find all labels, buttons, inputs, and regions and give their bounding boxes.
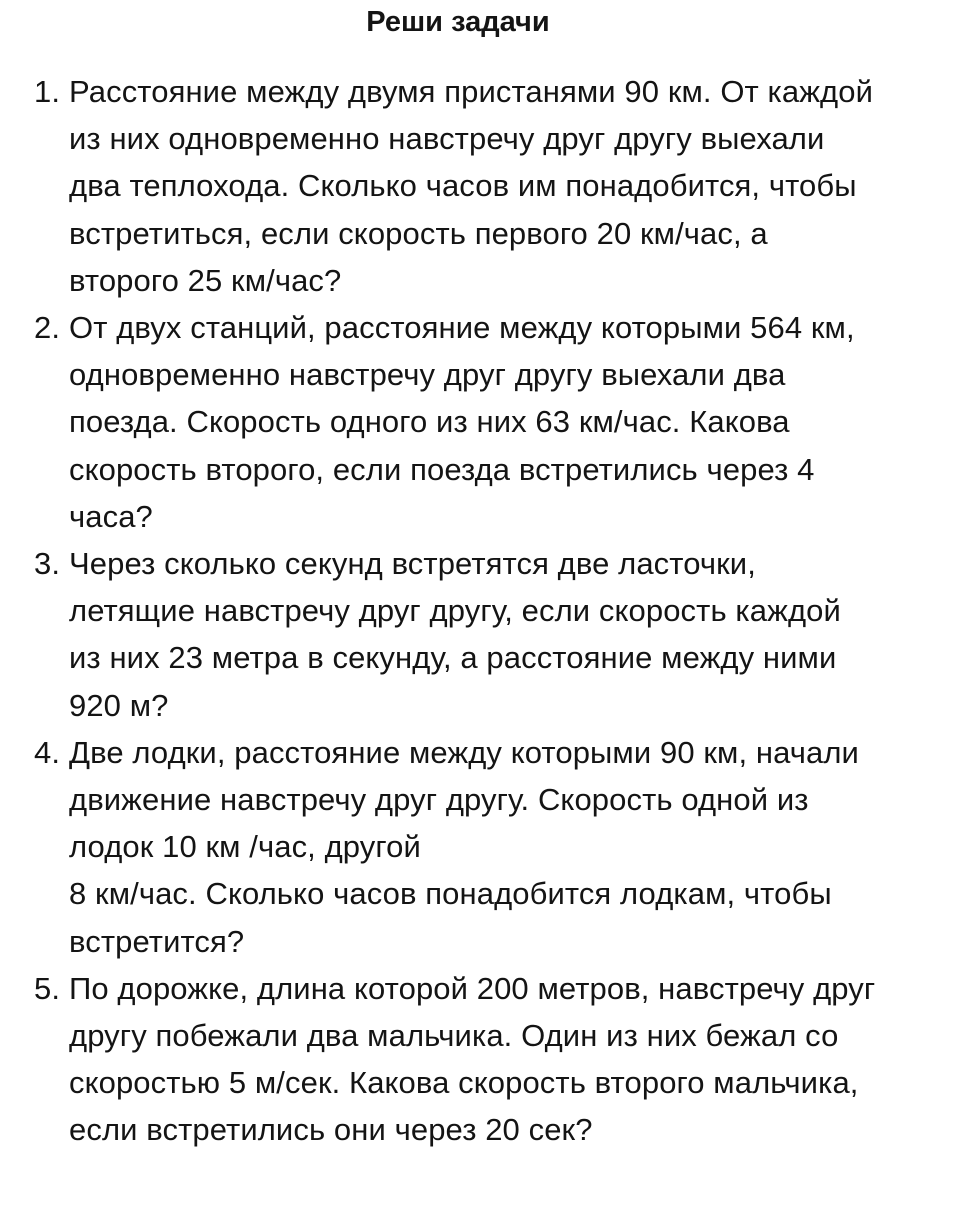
task-text-line: из них 23 метра в секунду, а расстояние между ними (69, 640, 837, 676)
task-number: 3. (34, 546, 61, 582)
task-number: 2. (34, 310, 61, 346)
task-item-5 (34, 965, 924, 1154)
task-text-line: второго 25 км/час? (69, 262, 342, 298)
task-text-line: одновременно навстречу друг другу выехали два (69, 357, 786, 393)
task-item-4 (34, 729, 924, 965)
task-text-line: 8 км/час. Сколько часов понадобится лодкам, чтобы (69, 876, 832, 912)
task-text-line: Через сколько секунд встретятся две ласточки, (69, 546, 756, 582)
task-text-line: встретиться, если скорость первого 20 км/час, а (69, 215, 768, 251)
task-text-line: скорость второго, если поезда встретились через 4 (69, 451, 815, 487)
task-text-line: два теплохода. Сколько часов им понадобится, чтобы (69, 168, 857, 204)
task-text-line: По дорожке, длина которой 200 метров, навстречу друг (69, 970, 876, 1006)
task-text-line: Две лодки, расстояние между которыми 90 км, начали (69, 734, 859, 770)
task-text-line: если встретились они через 20 сек? (69, 1112, 593, 1148)
task-text-line: из них одновременно навстречу друг другу выехали (69, 121, 825, 157)
page-title: Реши задачи (366, 6, 550, 38)
task-text-line: скоростью 5 м/сек. Какова скорость второго мальчика, (69, 1065, 859, 1101)
task-text-line: часа? (69, 498, 153, 534)
task-text-line: поезда. Скорость одного из них 63 км/час. Какова (69, 404, 790, 440)
task-number: 1. (34, 74, 61, 109)
task-text-line: 920 м? (69, 687, 169, 723)
task-item-3 (34, 540, 924, 729)
task-text-line: От двух станций, расстояние между которыми 564 км, (69, 310, 855, 346)
task-list (34, 68, 924, 1154)
task-text-line: другу побежали два мальчика. Один из них бежал со (69, 1018, 839, 1054)
task-number: 4. (34, 734, 61, 770)
task-item-1 (34, 68, 924, 304)
task-text-line: встретится? (69, 923, 245, 959)
task-text-line: летящие навстречу друг другу, если скорость каждой (69, 593, 841, 629)
task-text-line: лодок 10 км /час, другой (69, 829, 421, 865)
task-item-2 (34, 304, 924, 540)
task-text-line: Расстояние между двумя пристанями 90 км. От каждой (69, 74, 874, 109)
task-text-line: движение навстречу друг другу. Скорость одной из (69, 782, 809, 818)
task-number: 5. (34, 970, 61, 1006)
